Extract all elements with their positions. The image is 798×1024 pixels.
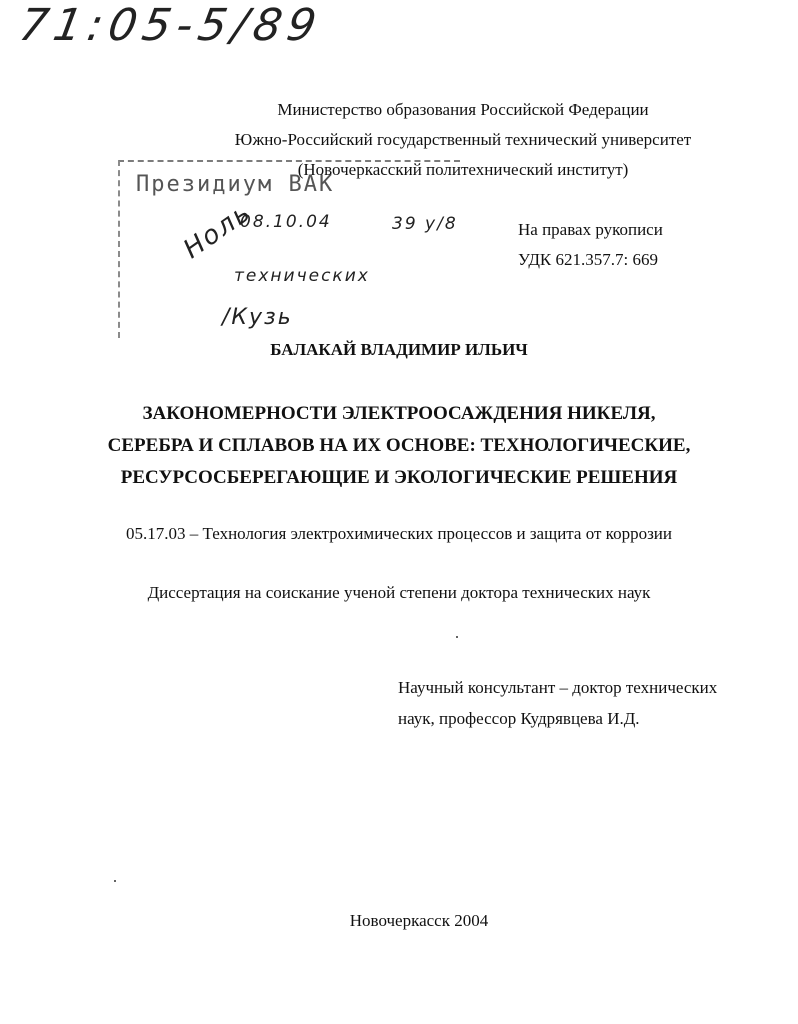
stamp-signature-mark: Ноль <box>178 197 258 265</box>
stamp-field: технических <box>234 266 370 286</box>
scan-speck <box>114 880 116 882</box>
udc-code: УДК 621.357.7: 669 <box>518 250 658 269</box>
stamp-date: 08.10.04 <box>240 212 332 232</box>
archive-number: 71:05-5/89 <box>15 0 326 51</box>
title-line-2: СЕРЕБРА И СПЛАВОВ НА ИХ ОСНОВЕ: ТЕХНОЛОГИЧЕСКИЕ, <box>107 435 691 456</box>
consultant-line-1: Научный консультант – доктор технических <box>398 678 718 697</box>
scientific-consultant <box>398 672 717 734</box>
city-year: Новочеркасск 2004 <box>349 911 489 930</box>
title-line-3: РЕСУРСОСБЕРЕГАЮЩИЕ И ЭКОЛОГИЧЕСКИЕ РЕШЕНИЯ <box>120 467 678 488</box>
stamp-number: 39 у/8 <box>392 214 458 234</box>
university-name: Южно-Российский государственный технический университет <box>234 130 692 149</box>
manuscript-rights: На правах рукописи <box>518 220 663 239</box>
degree-statement: Диссертация на соискание ученой степени доктора технических наук <box>147 583 651 602</box>
institute-name: (Новочеркасский политехнический институт) <box>297 160 629 179</box>
scan-speck <box>456 636 458 638</box>
specialty-code: 05.17.03 – Технология электрохимических процессов и защита от коррозии <box>126 524 672 543</box>
ministry-name: Министерство образования Российской Федерации <box>277 100 649 119</box>
author-name: БАЛАКАЙ ВЛАДИМИР ИЛЬИЧ <box>270 340 528 359</box>
consultant-line-2: наук, профессор Кудрявцева И.Д. <box>398 709 640 728</box>
dissertation-title <box>0 398 798 494</box>
title-line-1: ЗАКОНОМЕРНОСТИ ЭЛЕКТРООСАЖДЕНИЯ НИКЕЛЯ, <box>142 403 656 424</box>
stamp-signature: /Кузь <box>222 305 293 330</box>
stamp-title: Президиум ВАК <box>136 172 335 197</box>
